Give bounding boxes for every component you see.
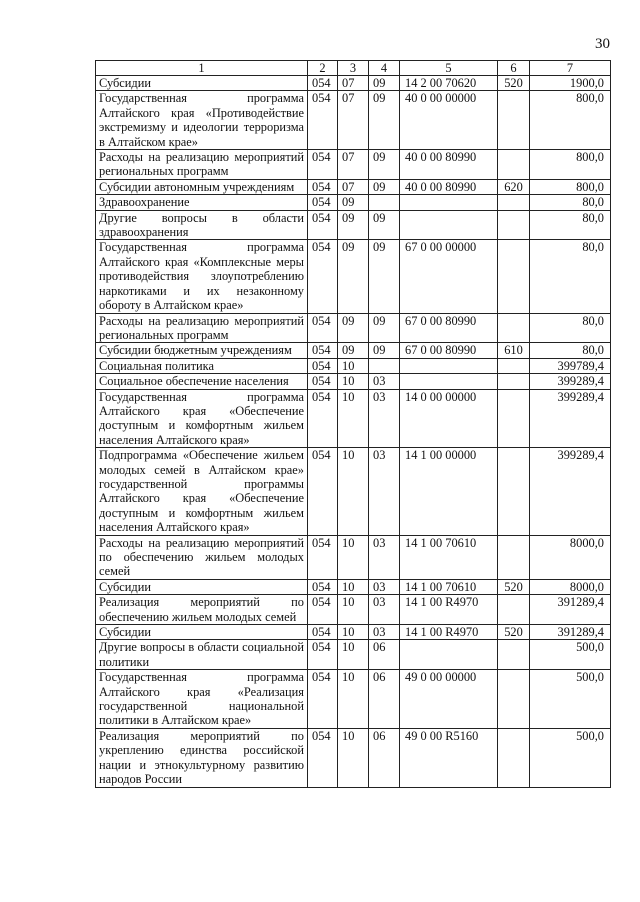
amount-cell: 800,0 bbox=[530, 91, 611, 150]
expense-type-cell bbox=[498, 389, 530, 448]
expense-name-cell: Другие вопросы в области здравоохранения bbox=[96, 210, 308, 240]
target-article-cell bbox=[400, 640, 498, 670]
table-row bbox=[96, 358, 611, 373]
table-row bbox=[96, 343, 611, 358]
ministry-code-cell: 054 bbox=[308, 358, 338, 373]
amount-cell: 8000,0 bbox=[530, 535, 611, 579]
section-code-cell: 09 bbox=[338, 210, 369, 240]
target-article-cell bbox=[400, 374, 498, 389]
expense-type-cell: 520 bbox=[498, 625, 530, 640]
expense-name-cell: Субсидии бюджетным учреждениям bbox=[96, 343, 308, 358]
amount-cell: 80,0 bbox=[530, 210, 611, 240]
section-code-cell: 10 bbox=[338, 728, 369, 787]
table-header-row bbox=[96, 61, 611, 76]
expense-type-cell bbox=[498, 358, 530, 373]
subsection-code-cell: 03 bbox=[369, 389, 400, 448]
expense-type-cell bbox=[498, 728, 530, 787]
amount-cell: 80,0 bbox=[530, 343, 611, 358]
table-row bbox=[96, 625, 611, 640]
table-row bbox=[96, 313, 611, 343]
expense-name-cell: Государственная программа Алтайского края «Обеспечение доступным и комфортным жильем населения Алтайского края» bbox=[96, 389, 308, 448]
target-article-cell bbox=[400, 358, 498, 373]
target-article-cell: 14 1 00 00000 bbox=[400, 448, 498, 535]
table-row bbox=[96, 448, 611, 535]
ministry-code-cell: 054 bbox=[308, 240, 338, 313]
table-row bbox=[96, 179, 611, 194]
amount-cell: 80,0 bbox=[530, 313, 611, 343]
subsection-code-cell: 03 bbox=[369, 595, 400, 625]
subsection-code-cell: 09 bbox=[369, 313, 400, 343]
ministry-code-cell: 054 bbox=[308, 625, 338, 640]
target-article-cell: 14 1 00 70610 bbox=[400, 579, 498, 594]
table-body bbox=[96, 76, 611, 788]
section-code-cell: 09 bbox=[338, 313, 369, 343]
target-article-cell: 40 0 00 00000 bbox=[400, 91, 498, 150]
expense-name-cell: Субсидии bbox=[96, 76, 308, 91]
subsection-code-cell: 03 bbox=[369, 448, 400, 535]
section-code-cell: 10 bbox=[338, 448, 369, 535]
table-row bbox=[96, 240, 611, 313]
ministry-code-cell: 054 bbox=[308, 150, 338, 180]
table-row bbox=[96, 195, 611, 210]
amount-cell: 1900,0 bbox=[530, 76, 611, 91]
ministry-code-cell: 054 bbox=[308, 595, 338, 625]
expense-type-cell bbox=[498, 670, 530, 729]
section-code-cell: 09 bbox=[338, 195, 369, 210]
table-row bbox=[96, 640, 611, 670]
target-article-cell: 49 0 00 00000 bbox=[400, 670, 498, 729]
target-article-cell: 14 1 00 R4970 bbox=[400, 625, 498, 640]
expense-name-cell: Субсидии bbox=[96, 625, 308, 640]
ministry-code-cell: 054 bbox=[308, 728, 338, 787]
table-row bbox=[96, 91, 611, 150]
section-code-cell: 10 bbox=[338, 625, 369, 640]
subsection-code-cell: 09 bbox=[369, 240, 400, 313]
amount-cell: 80,0 bbox=[530, 195, 611, 210]
expense-type-cell bbox=[498, 313, 530, 343]
column-header: 5 bbox=[400, 61, 498, 76]
subsection-code-cell: 03 bbox=[369, 625, 400, 640]
expense-type-cell bbox=[498, 91, 530, 150]
subsection-code-cell bbox=[369, 358, 400, 373]
column-header: 3 bbox=[338, 61, 369, 76]
expense-type-cell bbox=[498, 640, 530, 670]
amount-cell: 8000,0 bbox=[530, 579, 611, 594]
ministry-code-cell: 054 bbox=[308, 210, 338, 240]
table-row bbox=[96, 670, 611, 729]
target-article-cell: 14 0 00 00000 bbox=[400, 389, 498, 448]
subsection-code-cell bbox=[369, 195, 400, 210]
section-code-cell: 10 bbox=[338, 389, 369, 448]
budget-table bbox=[95, 60, 611, 788]
section-code-cell: 07 bbox=[338, 91, 369, 150]
amount-cell: 800,0 bbox=[530, 179, 611, 194]
expense-type-cell: 620 bbox=[498, 179, 530, 194]
target-article-cell: 67 0 00 80990 bbox=[400, 313, 498, 343]
section-code-cell: 10 bbox=[338, 595, 369, 625]
expense-name-cell: Государственная программа Алтайского края «Противодействие экстремизму и идеологии терроризма в Алтайском крае» bbox=[96, 91, 308, 150]
amount-cell: 399289,4 bbox=[530, 374, 611, 389]
ministry-code-cell: 054 bbox=[308, 640, 338, 670]
section-code-cell: 10 bbox=[338, 374, 369, 389]
expense-name-cell: Субсидии автономным учреждениям bbox=[96, 179, 308, 194]
subsection-code-cell: 03 bbox=[369, 579, 400, 594]
expense-name-cell: Социальная политика bbox=[96, 358, 308, 373]
ministry-code-cell: 054 bbox=[308, 195, 338, 210]
column-header: 6 bbox=[498, 61, 530, 76]
column-header: 7 bbox=[530, 61, 611, 76]
target-article-cell: 40 0 00 80990 bbox=[400, 179, 498, 194]
table-row bbox=[96, 535, 611, 579]
subsection-code-cell: 09 bbox=[369, 343, 400, 358]
table-row bbox=[96, 389, 611, 448]
subsection-code-cell: 09 bbox=[369, 179, 400, 194]
expense-name-cell: Расходы на реализацию мероприятий региональных программ bbox=[96, 150, 308, 180]
section-code-cell: 10 bbox=[338, 535, 369, 579]
expense-type-cell: 610 bbox=[498, 343, 530, 358]
amount-cell: 391289,4 bbox=[530, 625, 611, 640]
table-row bbox=[96, 728, 611, 787]
expense-type-cell: 520 bbox=[498, 76, 530, 91]
target-article-cell: 49 0 00 R5160 bbox=[400, 728, 498, 787]
target-article-cell bbox=[400, 210, 498, 240]
section-code-cell: 10 bbox=[338, 579, 369, 594]
ministry-code-cell: 054 bbox=[308, 448, 338, 535]
target-article-cell bbox=[400, 195, 498, 210]
subsection-code-cell: 09 bbox=[369, 210, 400, 240]
ministry-code-cell: 054 bbox=[308, 389, 338, 448]
ministry-code-cell: 054 bbox=[308, 670, 338, 729]
amount-cell: 399289,4 bbox=[530, 389, 611, 448]
expense-type-cell bbox=[498, 240, 530, 313]
amount-cell: 391289,4 bbox=[530, 595, 611, 625]
ministry-code-cell: 054 bbox=[308, 535, 338, 579]
table-row bbox=[96, 150, 611, 180]
ministry-code-cell: 054 bbox=[308, 179, 338, 194]
ministry-code-cell: 054 bbox=[308, 579, 338, 594]
expense-type-cell bbox=[498, 448, 530, 535]
subsection-code-cell: 09 bbox=[369, 150, 400, 180]
section-code-cell: 09 bbox=[338, 240, 369, 313]
amount-cell: 500,0 bbox=[530, 670, 611, 729]
expense-name-cell: Реализация мероприятий по укреплению единства российской нации и этнокультурному развитию народов России bbox=[96, 728, 308, 787]
section-code-cell: 09 bbox=[338, 343, 369, 358]
expense-name-cell: Другие вопросы в области социальной политики bbox=[96, 640, 308, 670]
amount-cell: 800,0 bbox=[530, 150, 611, 180]
ministry-code-cell: 054 bbox=[308, 76, 338, 91]
subsection-code-cell: 06 bbox=[369, 728, 400, 787]
section-code-cell: 10 bbox=[338, 358, 369, 373]
section-code-cell: 07 bbox=[338, 179, 369, 194]
amount-cell: 500,0 bbox=[530, 640, 611, 670]
subsection-code-cell: 06 bbox=[369, 640, 400, 670]
section-code-cell: 10 bbox=[338, 640, 369, 670]
amount-cell: 399289,4 bbox=[530, 448, 611, 535]
expense-name-cell: Расходы на реализацию мероприятий по обеспечению жильем молодых семей bbox=[96, 535, 308, 579]
expense-name-cell: Субсидии bbox=[96, 579, 308, 594]
amount-cell: 500,0 bbox=[530, 728, 611, 787]
ministry-code-cell: 054 bbox=[308, 313, 338, 343]
expense-name-cell: Подпрограмма «Обеспечение жильем молодых семей в Алтайском крае» государственной программы Алтайского края «Обеспечение доступным и комфортным жильем населения Алтайского края» bbox=[96, 448, 308, 535]
target-article-cell: 40 0 00 80990 bbox=[400, 150, 498, 180]
column-header: 4 bbox=[369, 61, 400, 76]
table-row bbox=[96, 210, 611, 240]
expense-type-cell bbox=[498, 210, 530, 240]
expense-type-cell bbox=[498, 374, 530, 389]
table-row bbox=[96, 374, 611, 389]
ministry-code-cell: 054 bbox=[308, 374, 338, 389]
table-row bbox=[96, 76, 611, 91]
table-row bbox=[96, 595, 611, 625]
subsection-code-cell: 03 bbox=[369, 374, 400, 389]
expense-name-cell: Реализация мероприятий по обеспечению жильем молодых семей bbox=[96, 595, 308, 625]
expense-type-cell: 520 bbox=[498, 579, 530, 594]
expense-type-cell bbox=[498, 535, 530, 579]
expense-type-cell bbox=[498, 595, 530, 625]
budget-table-container bbox=[95, 60, 610, 788]
subsection-code-cell: 09 bbox=[369, 91, 400, 150]
target-article-cell: 67 0 00 00000 bbox=[400, 240, 498, 313]
target-article-cell: 14 1 00 R4970 bbox=[400, 595, 498, 625]
amount-cell: 80,0 bbox=[530, 240, 611, 313]
column-header: 2 bbox=[308, 61, 338, 76]
expense-name-cell: Государственная программа Алтайского края «Комплексные меры противодействия злоупотреблению наркотиками и их незаконному обороту в Алтайском крае» bbox=[96, 240, 308, 313]
expense-name-cell: Социальное обеспечение населения bbox=[96, 374, 308, 389]
expense-name-cell: Расходы на реализацию мероприятий региональных программ bbox=[96, 313, 308, 343]
section-code-cell: 07 bbox=[338, 76, 369, 91]
subsection-code-cell: 09 bbox=[369, 76, 400, 91]
expense-type-cell bbox=[498, 195, 530, 210]
column-header: 1 bbox=[96, 61, 308, 76]
page-number: 30 bbox=[595, 36, 610, 52]
expense-name-cell: Государственная программа Алтайского края «Реализация государственной национальной политики в Алтайском крае» bbox=[96, 670, 308, 729]
expense-type-cell bbox=[498, 150, 530, 180]
ministry-code-cell: 054 bbox=[308, 91, 338, 150]
target-article-cell: 67 0 00 80990 bbox=[400, 343, 498, 358]
expense-name-cell: Здравоохранение bbox=[96, 195, 308, 210]
amount-cell: 399789,4 bbox=[530, 358, 611, 373]
ministry-code-cell: 054 bbox=[308, 343, 338, 358]
subsection-code-cell: 06 bbox=[369, 670, 400, 729]
section-code-cell: 07 bbox=[338, 150, 369, 180]
section-code-cell: 10 bbox=[338, 670, 369, 729]
table-row bbox=[96, 579, 611, 594]
target-article-cell: 14 1 00 70610 bbox=[400, 535, 498, 579]
subsection-code-cell: 03 bbox=[369, 535, 400, 579]
target-article-cell: 14 2 00 70620 bbox=[400, 76, 498, 91]
